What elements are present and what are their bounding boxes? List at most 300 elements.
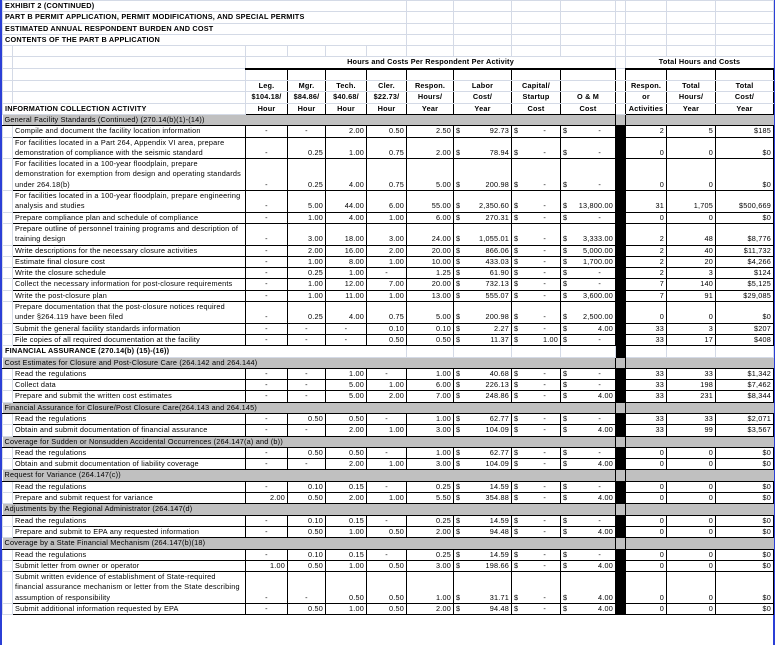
empty-cell[interactable] (716, 346, 774, 357)
manager-hours[interactable]: 0.10 (288, 481, 326, 492)
legal-hours[interactable]: - (246, 481, 288, 492)
activity-label[interactable]: For facilities located in a 100-year floodplain, prepare demonstration for exemption from design and operating standards under 264.18(b) (13, 159, 246, 191)
capital-cost[interactable] (512, 245, 561, 256)
empty-cell[interactable] (13, 46, 246, 57)
total-hours[interactable]: 140 (667, 279, 716, 290)
respondent-hours[interactable]: 0.50 (407, 334, 454, 345)
activity-label[interactable]: Compile and document the facility location information (13, 126, 246, 137)
divider-cell[interactable] (616, 368, 626, 379)
empty-cell[interactable] (667, 12, 716, 23)
empty-cell[interactable] (626, 23, 667, 34)
indent-cell[interactable] (3, 290, 13, 301)
labor-cost[interactable] (454, 279, 512, 290)
divider-cell[interactable] (616, 290, 626, 301)
section-title[interactable]: Request for Variance (264.147(c)) (3, 470, 616, 481)
total-hours[interactable]: 0 (667, 560, 716, 571)
indent-cell[interactable] (3, 159, 13, 191)
labor-cost[interactable] (454, 526, 512, 537)
divider-cell[interactable] (616, 572, 626, 604)
respondents[interactable]: 2 (626, 223, 667, 245)
activity-label[interactable]: Write the closure schedule (13, 268, 246, 279)
activity-label[interactable]: Collect the necessary information for post-closure requirements (13, 279, 246, 290)
divider-cell[interactable] (616, 504, 626, 515)
section-title[interactable]: General Facility Standards (Continued) (270.14(b)(1)-(14)) (3, 114, 616, 125)
technical-hours[interactable]: 2.00 (326, 459, 367, 470)
empty-cell[interactable] (3, 46, 13, 57)
empty-cell[interactable] (561, 46, 616, 57)
manager-hours[interactable]: - (288, 368, 326, 379)
total-hours[interactable]: 40 (667, 245, 716, 256)
labor-cost[interactable] (454, 137, 512, 159)
activity-label[interactable]: Obtain and submit documentation of financial assurance (13, 425, 246, 436)
activity-label[interactable]: Read the regulations (13, 447, 246, 458)
column-header[interactable]: Year (667, 103, 716, 114)
clerical-hours[interactable]: 0.10 (367, 323, 407, 334)
title-line[interactable]: PART B PERMIT APPLICATION, PERMIT MODIFICATIONS, AND SPECIAL PERMITS (3, 12, 407, 23)
divider-cell[interactable] (616, 334, 626, 345)
technical-hours[interactable]: 4.00 (326, 212, 367, 223)
om-cost[interactable] (561, 256, 616, 267)
technical-hours[interactable]: 1.00 (326, 137, 367, 159)
manager-hours[interactable]: 0.50 (288, 526, 326, 537)
title-line[interactable]: EXHIBIT 2 (CONTINUED) (3, 1, 407, 12)
empty-cell[interactable] (616, 46, 626, 57)
legal-hours[interactable]: - (246, 380, 288, 391)
manager-hours[interactable]: 0.25 (288, 137, 326, 159)
respondent-hours[interactable]: 1.00 (407, 572, 454, 604)
total-hours[interactable]: 0 (667, 493, 716, 504)
clerical-hours[interactable]: 6.00 (367, 191, 407, 213)
empty-cell[interactable] (512, 34, 561, 45)
capital-cost[interactable] (512, 526, 561, 537)
labor-cost[interactable] (454, 256, 512, 267)
indent-cell[interactable] (3, 279, 13, 290)
capital-cost[interactable] (512, 391, 561, 402)
empty-cell[interactable] (716, 1, 774, 12)
capital-cost[interactable] (512, 279, 561, 290)
respondents[interactable]: 0 (626, 526, 667, 537)
column-header[interactable]: $104.18/ (246, 92, 288, 103)
empty-cell[interactable] (616, 34, 626, 45)
empty-cell[interactable] (626, 1, 667, 12)
divider-cell[interactable] (616, 302, 626, 324)
empty-cell[interactable] (407, 346, 454, 357)
respondents[interactable]: 0 (626, 137, 667, 159)
capital-cost[interactable] (512, 323, 561, 334)
column-header[interactable]: Hours/ (667, 92, 716, 103)
technical-hours[interactable]: 0.15 (326, 481, 367, 492)
respondents[interactable]: 7 (626, 279, 667, 290)
divider-cell[interactable] (616, 526, 626, 537)
respondent-hours[interactable]: 24.00 (407, 223, 454, 245)
empty-cell[interactable] (407, 1, 454, 12)
total-cost[interactable]: $0 (716, 560, 774, 571)
indent-cell[interactable] (3, 515, 13, 526)
empty-cell[interactable] (407, 12, 454, 23)
indent-cell[interactable] (3, 137, 13, 159)
empty-cell[interactable] (626, 46, 667, 57)
respondent-hours[interactable]: 5.50 (407, 493, 454, 504)
activity-label[interactable]: Read the regulations (13, 549, 246, 560)
manager-hours[interactable]: 0.25 (288, 268, 326, 279)
labor-cost[interactable] (454, 334, 512, 345)
capital-cost[interactable] (512, 212, 561, 223)
capital-cost[interactable] (512, 425, 561, 436)
legal-hours[interactable]: - (246, 604, 288, 615)
labor-cost[interactable] (454, 159, 512, 191)
divider-cell[interactable] (616, 515, 626, 526)
technical-hours[interactable]: 12.00 (326, 279, 367, 290)
technical-hours[interactable]: - (326, 323, 367, 334)
labor-cost[interactable] (454, 126, 512, 137)
total-cost[interactable]: $1,342 (716, 368, 774, 379)
om-cost[interactable] (561, 137, 616, 159)
indent-cell[interactable] (3, 256, 13, 267)
capital-cost[interactable] (512, 549, 561, 560)
empty-cell[interactable] (13, 92, 246, 103)
clerical-hours[interactable]: - (367, 549, 407, 560)
respondents[interactable]: 33 (626, 425, 667, 436)
activity-label[interactable]: Read the regulations (13, 368, 246, 379)
legal-hours[interactable]: 1.00 (246, 560, 288, 571)
manager-hours[interactable]: 2.00 (288, 245, 326, 256)
empty-cell[interactable] (626, 538, 774, 549)
technical-hours[interactable]: 2.00 (326, 425, 367, 436)
legal-hours[interactable]: - (246, 447, 288, 458)
column-header[interactable]: or (626, 92, 667, 103)
clerical-hours[interactable]: - (367, 413, 407, 424)
empty-cell[interactable] (626, 12, 667, 23)
empty-cell[interactable] (454, 46, 512, 57)
total-cost[interactable]: $0 (716, 515, 774, 526)
clerical-hours[interactable]: 1.00 (367, 459, 407, 470)
clerical-hours[interactable]: 0.50 (367, 604, 407, 615)
manager-hours[interactable]: - (288, 572, 326, 604)
empty-cell[interactable] (246, 69, 288, 81)
indent-cell[interactable] (3, 323, 13, 334)
manager-hours[interactable]: - (288, 459, 326, 470)
total-cost[interactable]: $5,125 (716, 279, 774, 290)
labor-cost[interactable] (454, 493, 512, 504)
empty-cell[interactable] (326, 69, 367, 81)
respondents[interactable]: 33 (626, 368, 667, 379)
column-header[interactable]: Respon. (407, 81, 454, 92)
indent-cell[interactable] (3, 126, 13, 137)
divider-cell[interactable] (616, 493, 626, 504)
section-title[interactable]: Coverage by a State Financial Mechanism (264.147(b)(18) (3, 538, 616, 549)
clerical-hours[interactable]: - (367, 368, 407, 379)
respondent-hours[interactable]: 55.00 (407, 191, 454, 213)
labor-cost[interactable] (454, 245, 512, 256)
indent-cell[interactable] (3, 560, 13, 571)
column-header[interactable]: Capital/ (512, 81, 561, 92)
indent-cell[interactable] (3, 572, 13, 604)
total-hours[interactable]: 99 (667, 425, 716, 436)
clerical-hours[interactable]: 0.50 (367, 126, 407, 137)
empty-cell[interactable] (3, 69, 13, 81)
total-cost[interactable]: $0 (716, 159, 774, 191)
empty-cell[interactable] (561, 34, 616, 45)
om-cost[interactable] (561, 560, 616, 571)
total-cost[interactable]: $0 (716, 493, 774, 504)
column-header[interactable]: $40.68/ (326, 92, 367, 103)
respondent-hours[interactable]: 0.25 (407, 515, 454, 526)
respondent-hours[interactable]: 10.00 (407, 256, 454, 267)
total-hours[interactable]: 0 (667, 159, 716, 191)
manager-hours[interactable]: 5.00 (288, 191, 326, 213)
clerical-hours[interactable]: - (367, 481, 407, 492)
respondent-hours[interactable]: 20.00 (407, 245, 454, 256)
respondents[interactable]: 0 (626, 447, 667, 458)
indent-cell[interactable] (3, 380, 13, 391)
empty-cell[interactable] (667, 23, 716, 34)
total-cost[interactable]: $124 (716, 268, 774, 279)
section-title[interactable]: Financial Assurance for Closure/Post Closure Care(264.143 and 264.145) (3, 402, 616, 413)
empty-cell[interactable] (454, 1, 512, 12)
total-cost[interactable]: $3,567 (716, 425, 774, 436)
column-header[interactable]: Startup (512, 92, 561, 103)
divider-cell[interactable] (616, 268, 626, 279)
column-header[interactable]: Cost (512, 103, 561, 114)
respondents[interactable]: 7 (626, 290, 667, 301)
empty-cell[interactable] (288, 69, 326, 81)
activity-label[interactable]: Write the post-closure plan (13, 290, 246, 301)
legal-hours[interactable]: - (246, 245, 288, 256)
om-cost[interactable] (561, 481, 616, 492)
indent-cell[interactable] (3, 549, 13, 560)
labor-cost[interactable] (454, 212, 512, 223)
column-header[interactable]: Tech. (326, 81, 367, 92)
labor-cost[interactable] (454, 604, 512, 615)
total-cost[interactable]: $11,732 (716, 245, 774, 256)
activity-label[interactable]: Submit additional information requested by EPA (13, 604, 246, 615)
respondent-hours[interactable]: 2.00 (407, 526, 454, 537)
empty-cell[interactable] (512, 46, 561, 57)
respondent-hours[interactable]: 1.00 (407, 368, 454, 379)
labor-cost[interactable] (454, 459, 512, 470)
clerical-hours[interactable]: 1.00 (367, 493, 407, 504)
empty-cell[interactable] (561, 69, 616, 81)
clerical-hours[interactable]: 0.50 (367, 560, 407, 571)
empty-cell[interactable] (616, 23, 626, 34)
manager-hours[interactable]: 1.00 (288, 256, 326, 267)
empty-cell[interactable] (407, 46, 454, 57)
total-cost[interactable]: $0 (716, 302, 774, 324)
respondents[interactable]: 2 (626, 245, 667, 256)
legal-hours[interactable]: - (246, 459, 288, 470)
respondent-hours[interactable]: 20.00 (407, 279, 454, 290)
empty-cell[interactable] (626, 402, 774, 413)
technical-hours[interactable]: 4.00 (326, 302, 367, 324)
divider-cell[interactable] (616, 137, 626, 159)
respondent-hours[interactable]: 2.00 (407, 137, 454, 159)
empty-cell[interactable] (407, 69, 454, 81)
om-cost[interactable] (561, 493, 616, 504)
clerical-hours[interactable]: 1.00 (367, 212, 407, 223)
total-hours[interactable]: 48 (667, 223, 716, 245)
labor-cost[interactable] (454, 268, 512, 279)
column-header[interactable]: Hours/ (407, 92, 454, 103)
column-header[interactable]: Hour (367, 103, 407, 114)
indent-cell[interactable] (3, 526, 13, 537)
technical-hours[interactable]: 1.00 (326, 268, 367, 279)
respondent-hours[interactable]: 6.00 (407, 212, 454, 223)
total-hours[interactable]: 0 (667, 515, 716, 526)
total-cost[interactable]: $0 (716, 549, 774, 560)
respondents[interactable]: 33 (626, 380, 667, 391)
manager-hours[interactable]: 1.00 (288, 212, 326, 223)
technical-hours[interactable]: 16.00 (326, 245, 367, 256)
empty-cell[interactable] (512, 23, 561, 34)
respondents[interactable]: 31 (626, 191, 667, 213)
respondents[interactable]: 0 (626, 459, 667, 470)
total-hours[interactable]: 1,705 (667, 191, 716, 213)
labor-cost[interactable] (454, 549, 512, 560)
empty-cell[interactable] (3, 81, 13, 92)
column-header[interactable]: Respon. (626, 81, 667, 92)
divider-cell[interactable] (616, 279, 626, 290)
om-cost[interactable] (561, 323, 616, 334)
technical-hours[interactable]: 1.00 (326, 604, 367, 615)
empty-cell[interactable] (626, 470, 774, 481)
capital-cost[interactable] (512, 413, 561, 424)
technical-hours[interactable]: 44.00 (326, 191, 367, 213)
activity-label[interactable]: For facilities located in a 100-year floodplain, prepare engineering analysis and studies (13, 191, 246, 213)
labor-cost[interactable] (454, 391, 512, 402)
divider-cell[interactable] (616, 604, 626, 615)
total-hours[interactable]: 5 (667, 126, 716, 137)
activity-label[interactable]: Submit written evidence of establishment of State-required financial assurance mechanism or letter from the State describing assumption of responsibility (13, 572, 246, 604)
labor-cost[interactable] (454, 515, 512, 526)
capital-cost[interactable] (512, 334, 561, 345)
labor-cost[interactable] (454, 191, 512, 213)
divider-cell[interactable] (616, 425, 626, 436)
om-cost[interactable] (561, 549, 616, 560)
divider-cell[interactable] (616, 380, 626, 391)
activity-header[interactable]: INFORMATION COLLECTION ACTIVITY (3, 103, 246, 114)
manager-hours[interactable]: 1.00 (288, 290, 326, 301)
total-cost[interactable]: $185 (716, 126, 774, 137)
column-header[interactable]: Hour (246, 103, 288, 114)
empty-cell[interactable] (716, 46, 774, 57)
labor-cost[interactable] (454, 323, 512, 334)
capital-cost[interactable] (512, 268, 561, 279)
total-cost[interactable]: $2,071 (716, 413, 774, 424)
column-header[interactable]: Activities (626, 103, 667, 114)
empty-cell[interactable] (454, 69, 512, 81)
total-cost[interactable]: $8,776 (716, 223, 774, 245)
om-cost[interactable] (561, 223, 616, 245)
activity-label[interactable]: Prepare and submit the written cost estimates (13, 391, 246, 402)
total-cost[interactable]: $4,266 (716, 256, 774, 267)
respondents[interactable]: 33 (626, 334, 667, 345)
section-title[interactable]: Adjustments by the Regional Administrator (264.147(d) (3, 504, 616, 515)
empty-cell[interactable] (716, 69, 774, 81)
om-cost[interactable] (561, 334, 616, 345)
labor-cost[interactable] (454, 223, 512, 245)
manager-hours[interactable]: 0.50 (288, 604, 326, 615)
respondent-hours[interactable]: 1.25 (407, 268, 454, 279)
total-hours[interactable]: 0 (667, 481, 716, 492)
labor-cost[interactable] (454, 290, 512, 301)
capital-cost[interactable] (512, 302, 561, 324)
indent-cell[interactable] (3, 268, 13, 279)
om-cost[interactable] (561, 572, 616, 604)
total-hours[interactable]: 231 (667, 391, 716, 402)
legal-hours[interactable]: - (246, 526, 288, 537)
indent-cell[interactable] (3, 493, 13, 504)
empty-cell[interactable] (716, 12, 774, 23)
total-hours[interactable]: 33 (667, 413, 716, 424)
legal-hours[interactable]: - (246, 290, 288, 301)
legal-hours[interactable]: - (246, 268, 288, 279)
capital-cost[interactable] (512, 223, 561, 245)
manager-hours[interactable]: - (288, 126, 326, 137)
column-header[interactable] (561, 81, 616, 92)
total-cost[interactable]: $0 (716, 212, 774, 223)
capital-cost[interactable] (512, 493, 561, 504)
legal-hours[interactable]: - (246, 572, 288, 604)
clerical-hours[interactable]: 0.75 (367, 302, 407, 324)
clerical-hours[interactable]: 1.00 (367, 425, 407, 436)
manager-hours[interactable]: 0.50 (288, 413, 326, 424)
capital-cost[interactable] (512, 604, 561, 615)
manager-hours[interactable]: - (288, 425, 326, 436)
activity-label[interactable]: Write descriptions for the necessary closure activities (13, 245, 246, 256)
column-header[interactable]: Cost (561, 103, 616, 114)
labor-cost[interactable] (454, 302, 512, 324)
empty-cell[interactable] (454, 12, 512, 23)
column-header[interactable]: Mgr. (288, 81, 326, 92)
respondent-hours[interactable]: 5.00 (407, 159, 454, 191)
divider-cell[interactable] (616, 69, 626, 81)
technical-hours[interactable]: 0.50 (326, 572, 367, 604)
om-cost[interactable] (561, 302, 616, 324)
legal-hours[interactable]: - (246, 391, 288, 402)
respondents[interactable]: 0 (626, 560, 667, 571)
legal-hours[interactable]: - (246, 323, 288, 334)
total-hours[interactable]: 0 (667, 302, 716, 324)
activity-label[interactable]: Prepare and submit to EPA any requested information (13, 526, 246, 537)
manager-hours[interactable]: 0.10 (288, 549, 326, 560)
clerical-hours[interactable]: 3.00 (367, 223, 407, 245)
total-cost[interactable]: $500,669 (716, 191, 774, 213)
activity-label[interactable]: Prepare and submit request for variance (13, 493, 246, 504)
om-cost[interactable] (561, 126, 616, 137)
respondent-hours[interactable]: 3.00 (407, 560, 454, 571)
activity-label[interactable]: Read the regulations (13, 413, 246, 424)
indent-cell[interactable] (3, 459, 13, 470)
clerical-hours[interactable]: 1.00 (367, 256, 407, 267)
indent-cell[interactable] (3, 245, 13, 256)
activity-label[interactable]: Obtain and submit documentation of liability coverage (13, 459, 246, 470)
labor-cost[interactable] (454, 560, 512, 571)
om-cost[interactable] (561, 447, 616, 458)
total-hours[interactable]: 3 (667, 323, 716, 334)
column-header[interactable]: Labor (454, 81, 512, 92)
respondent-hours[interactable]: 5.00 (407, 302, 454, 324)
labor-cost[interactable] (454, 368, 512, 379)
respondent-hours[interactable]: 6.00 (407, 380, 454, 391)
empty-cell[interactable] (13, 69, 246, 81)
section-title[interactable]: Cost Estimates for Closure and Post-Closure Care (264.142 and 264.144) (3, 357, 616, 368)
divider-cell[interactable] (616, 223, 626, 245)
legal-hours[interactable]: - (246, 191, 288, 213)
empty-cell[interactable] (13, 81, 246, 92)
indent-cell[interactable] (3, 447, 13, 458)
empty-cell[interactable] (288, 46, 326, 57)
capital-cost[interactable] (512, 447, 561, 458)
